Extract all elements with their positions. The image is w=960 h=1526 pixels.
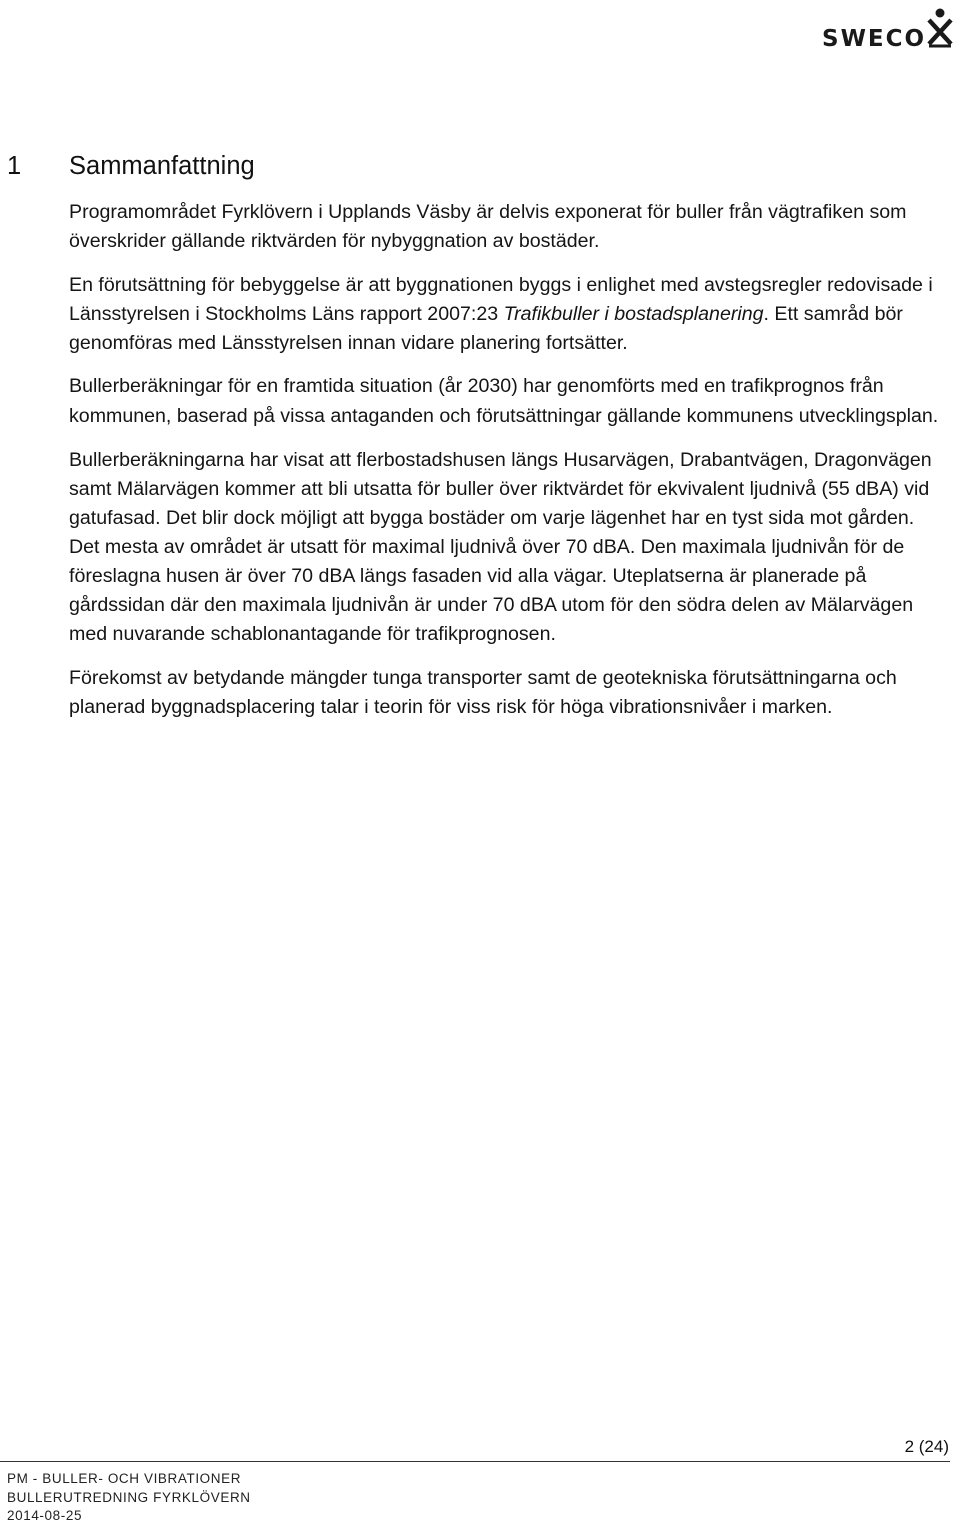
section-number: 1 bbox=[7, 152, 22, 180]
paragraph-4: Bullerberäkningarna har visat att flerbostadshusen längs Husarvägen, Drabantvägen, Dragonvägen samt Mälarvägen kommer att bli utsatta för buller över riktvärdet för ekvivalent ljudnivå (55 dBA) vid gatufasad. Det blir dock möjligt att bygga bostäder om varje lägenhet har en tyst sida mot gården. Det mesta av området är utsatt för maximal ljudnivå över 70 dBA. Den maximala ljudnivån för de föreslagna husen är över 70 dBA längs fasaden vid alla vägar. Uteplatserna är planerade på gårdssidan där den maximala ljudnivån är under 70 dBA utom för den södra delen av Mälarvägen med nuvarande schablonantagande för trafikprognosen. bbox=[69, 448, 932, 646]
paragraph-2-text-start: En förutsättning för bebyggelse är att byggnationen byggs i enlighet med avstegsregler redovisade i Länsstyrelsen i Stockholms Läns rapport 2007:23 bbox=[69, 274, 933, 326]
logo-text: SWECO bbox=[822, 26, 927, 52]
paragraph-3: Bullerberäkningar för en framtida situation (år 2030) har genomförts med en trafikprognos från kommunen, baserad på vissa antaganden och förutsättningar gällande kommunens utvecklingsplan. bbox=[69, 375, 939, 427]
report-title-italic: Trafikbuller i bostadsplanering bbox=[503, 303, 764, 326]
page-footer bbox=[7, 1470, 251, 1526]
footer-date: 2014-08-25 bbox=[7, 1508, 83, 1523]
footer-document-title: BULLERUTREDNING FYRKLÖVERN bbox=[7, 1489, 251, 1505]
paragraph-2-text-end: . Ett samråd bör genomföras med Länsstyrelsen innan vidare planering fortsätter. bbox=[69, 303, 903, 355]
page-number: 2 (24) bbox=[904, 1437, 949, 1456]
section-heading bbox=[7, 150, 255, 182]
footer-document-type: PM - BULLER- OCH VIBRATIONER bbox=[7, 1471, 242, 1486]
footer-divider bbox=[0, 1461, 950, 1462]
paragraph-1: Programområdet Fyrklövern i Upplands Väsby är delvis exponerat för buller från vägtrafiken som överskrider gällande riktvärden för nybyggnation av bostäder. bbox=[69, 201, 907, 253]
section-title: Sammanfattning bbox=[69, 152, 255, 180]
sweco-person-mark-icon bbox=[925, 8, 955, 48]
paragraph-2 bbox=[69, 271, 949, 358]
summary-body bbox=[69, 198, 949, 738]
sweco-logo bbox=[822, 8, 956, 50]
paragraph-5: Förekomst av betydande mängder tunga transporter samt de geotekniska förutsättningarna och planerad byggnadsplacering talar i teorin för viss risk för höga vibrationsnivåer i marken. bbox=[69, 667, 897, 719]
